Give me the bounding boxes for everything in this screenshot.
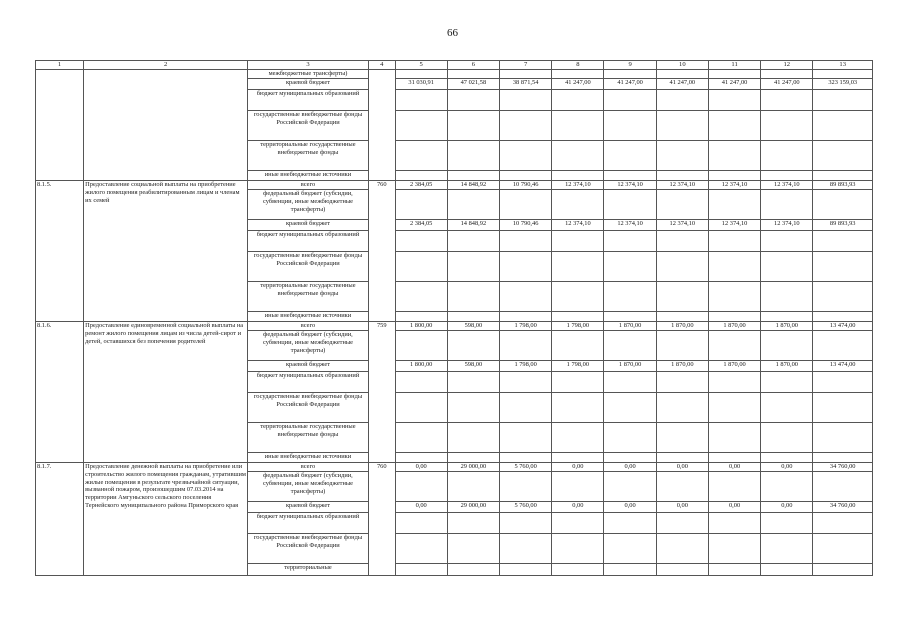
amount-cell [656, 423, 708, 453]
amount-cell: 5 760,00 [500, 463, 552, 472]
amount-cell [604, 423, 656, 453]
funding-source-cell: всего [248, 181, 369, 190]
amount-cell [447, 513, 499, 534]
amount-cell [447, 312, 499, 322]
amount-cell [447, 564, 499, 576]
amount-cell: 598,00 [447, 322, 499, 331]
amount-cell [604, 282, 656, 312]
amount-cell [708, 90, 760, 111]
amount-cell: 29 000,00 [447, 463, 499, 472]
amount-cell [500, 70, 552, 79]
amount-cell [395, 513, 447, 534]
amount-cell [500, 513, 552, 534]
amount-cell: 1 870,00 [604, 361, 656, 372]
amount-cell [813, 423, 873, 453]
amount-cell: 12 374,10 [761, 181, 813, 190]
amount-cell [395, 423, 447, 453]
amount-cell [761, 282, 813, 312]
amount-cell [656, 312, 708, 322]
funding-source-cell: краевой бюджет [248, 79, 369, 90]
item-row [36, 181, 873, 190]
amount-cell [552, 171, 604, 181]
amount-cell: 10 790,46 [500, 181, 552, 190]
amount-cell [656, 111, 708, 141]
amount-cell [552, 70, 604, 79]
column-header: 12 [761, 61, 813, 70]
amount-cell: 12 374,10 [604, 181, 656, 190]
amount-cell [761, 453, 813, 463]
amount-cell [552, 331, 604, 361]
item-code-cell: 8.1.6. [36, 322, 84, 463]
amount-cell: 41 247,00 [552, 79, 604, 90]
amount-cell: 12 374,10 [708, 220, 760, 231]
amount-cell: 12 374,10 [761, 220, 813, 231]
amount-cell [552, 564, 604, 576]
amount-cell [761, 331, 813, 361]
item-name-cell [84, 70, 248, 181]
amount-cell [656, 90, 708, 111]
amount-cell [761, 372, 813, 393]
amount-cell [604, 141, 656, 171]
amount-cell: 41 247,00 [604, 79, 656, 90]
amount-cell: 598,00 [447, 361, 499, 372]
funding-source-cell: бюджет муниципальных образований [248, 90, 369, 111]
amount-cell [761, 70, 813, 79]
column-header: 10 [656, 61, 708, 70]
funding-source-cell: государственные внебюджетные фонды Российской Федерации [248, 252, 369, 282]
amount-cell [500, 331, 552, 361]
amount-cell: 1 870,00 [761, 361, 813, 372]
funding-source-cell: территориальные государственные внебюджетные фонды [248, 282, 369, 312]
amount-cell [604, 90, 656, 111]
amount-cell [761, 190, 813, 220]
amount-cell [813, 282, 873, 312]
column-header: 7 [500, 61, 552, 70]
amount-cell [500, 282, 552, 312]
amount-cell [813, 70, 873, 79]
amount-cell [708, 231, 760, 252]
amount-cell: 1 870,00 [708, 361, 760, 372]
amount-cell: 31 030,91 [395, 79, 447, 90]
amount-cell [500, 453, 552, 463]
amount-cell [395, 472, 447, 502]
funding-source-cell: всего [248, 322, 369, 331]
amount-cell [813, 564, 873, 576]
amount-cell [500, 534, 552, 564]
column-header: 2 [84, 61, 248, 70]
amount-cell: 1 798,00 [552, 322, 604, 331]
amount-cell [656, 393, 708, 423]
grbs-code-cell [368, 70, 395, 181]
column-header: 8 [552, 61, 604, 70]
amount-cell [813, 513, 873, 534]
budget-table [35, 60, 873, 576]
amount-cell [395, 282, 447, 312]
amount-cell [708, 252, 760, 282]
amount-cell [395, 564, 447, 576]
amount-cell [447, 70, 499, 79]
amount-cell [656, 472, 708, 502]
amount-cell [395, 190, 447, 220]
amount-cell [813, 472, 873, 502]
item-code-cell [36, 70, 84, 181]
amount-cell [395, 231, 447, 252]
funding-source-cell: краевой бюджет [248, 361, 369, 372]
amount-cell: 0,00 [552, 463, 604, 472]
amount-cell [604, 472, 656, 502]
funding-source-cell: государственные внебюджетные фонды Российской Федерации [248, 111, 369, 141]
amount-cell [813, 231, 873, 252]
amount-cell [552, 312, 604, 322]
amount-cell: 12 374,10 [604, 220, 656, 231]
item-name-cell: Предоставление денежной выплаты на приобретение или строительство жилого помещения гражданам, утратившим жилые помещения в результате чрезвычайной ситуации, вызванной пожаром, произошедшим 07.03.2014 на территории Амгуньского сельского поселения Тернейского муниципального района Приморского края [84, 463, 248, 576]
amount-cell: 0,00 [395, 502, 447, 513]
amount-cell: 10 790,46 [500, 220, 552, 231]
column-number-row [36, 61, 873, 70]
amount-cell [604, 252, 656, 282]
item-row [36, 322, 873, 331]
amount-cell [604, 171, 656, 181]
amount-cell [761, 393, 813, 423]
amount-cell [761, 141, 813, 171]
amount-cell [447, 90, 499, 111]
amount-cell [604, 312, 656, 322]
amount-cell [500, 564, 552, 576]
table-row [36, 70, 873, 79]
amount-cell [708, 513, 760, 534]
amount-cell: 47 021,58 [447, 79, 499, 90]
amount-cell [656, 282, 708, 312]
amount-cell: 12 374,10 [708, 181, 760, 190]
amount-cell [447, 534, 499, 564]
amount-cell [395, 312, 447, 322]
column-header: 4 [368, 61, 395, 70]
amount-cell [552, 190, 604, 220]
amount-cell [604, 393, 656, 423]
amount-cell [656, 534, 708, 564]
amount-cell [552, 252, 604, 282]
amount-cell [447, 252, 499, 282]
amount-cell [447, 453, 499, 463]
item-row [36, 463, 873, 472]
amount-cell [656, 141, 708, 171]
amount-cell [500, 252, 552, 282]
funding-source-cell: межбюджетные трансферты) [248, 70, 369, 79]
amount-cell [552, 393, 604, 423]
amount-cell [813, 534, 873, 564]
amount-cell: 0,00 [604, 502, 656, 513]
amount-cell [500, 190, 552, 220]
funding-source-cell: краевой бюджет [248, 502, 369, 513]
amount-cell [395, 70, 447, 79]
column-header: 11 [708, 61, 760, 70]
amount-cell [656, 564, 708, 576]
amount-cell: 1 798,00 [552, 361, 604, 372]
amount-cell [813, 331, 873, 361]
amount-cell [447, 190, 499, 220]
amount-cell [656, 70, 708, 79]
amount-cell [500, 231, 552, 252]
amount-cell: 1 798,00 [500, 361, 552, 372]
amount-cell [761, 252, 813, 282]
amount-cell [813, 90, 873, 111]
amount-cell: 12 374,10 [656, 220, 708, 231]
amount-cell [395, 141, 447, 171]
amount-cell [395, 331, 447, 361]
amount-cell [813, 141, 873, 171]
amount-cell [447, 331, 499, 361]
amount-cell [708, 423, 760, 453]
amount-cell [761, 472, 813, 502]
amount-cell [761, 423, 813, 453]
amount-cell: 0,00 [552, 502, 604, 513]
amount-cell [656, 190, 708, 220]
amount-cell [552, 90, 604, 111]
amount-cell: 12 374,10 [552, 220, 604, 231]
amount-cell [395, 111, 447, 141]
amount-cell: 0,00 [604, 463, 656, 472]
amount-cell [813, 393, 873, 423]
amount-cell [500, 171, 552, 181]
total-amount-cell: 323 159,03 [813, 79, 873, 90]
amount-cell [708, 141, 760, 171]
funding-source-cell: бюджет муниципальных образований [248, 231, 369, 252]
amount-cell [656, 331, 708, 361]
amount-cell [447, 393, 499, 423]
amount-cell: 0,00 [656, 502, 708, 513]
amount-cell [604, 513, 656, 534]
amount-cell [552, 231, 604, 252]
funding-source-cell: территориальные [248, 564, 369, 576]
amount-cell: 0,00 [708, 463, 760, 472]
grbs-code-cell: 760 [368, 181, 395, 322]
amount-cell [500, 393, 552, 423]
amount-cell [604, 111, 656, 141]
funding-source-cell: федеральный бюджет (субсидии, субвенции, иные межбюджетные трансферты) [248, 190, 369, 220]
amount-cell [813, 312, 873, 322]
amount-cell [708, 282, 760, 312]
column-header: 1 [36, 61, 84, 70]
amount-cell [395, 252, 447, 282]
amount-cell [761, 534, 813, 564]
amount-cell: 1 800,00 [395, 361, 447, 372]
amount-cell [604, 331, 656, 361]
amount-cell [604, 453, 656, 463]
amount-cell [447, 171, 499, 181]
funding-source-cell: государственные внебюджетные фонды Российской Федерации [248, 393, 369, 423]
amount-cell [761, 564, 813, 576]
amount-cell: 0,00 [708, 502, 760, 513]
amount-cell [447, 282, 499, 312]
column-header: 13 [813, 61, 873, 70]
amount-cell [708, 111, 760, 141]
total-amount-cell: 89 893,93 [813, 220, 873, 231]
column-header: 9 [604, 61, 656, 70]
amount-cell: 14 848,92 [447, 220, 499, 231]
amount-cell: 1 870,00 [656, 361, 708, 372]
amount-cell [395, 393, 447, 423]
amount-cell: 1 800,00 [395, 322, 447, 331]
amount-cell [500, 141, 552, 171]
amount-cell [656, 231, 708, 252]
item-code-cell: 8.1.5. [36, 181, 84, 322]
amount-cell [813, 453, 873, 463]
column-header: 3 [248, 61, 369, 70]
amount-cell [552, 513, 604, 534]
amount-cell [500, 372, 552, 393]
amount-cell [395, 90, 447, 111]
amount-cell: 1 798,00 [500, 322, 552, 331]
amount-cell [552, 453, 604, 463]
total-amount-cell: 13 474,00 [813, 361, 873, 372]
amount-cell: 0,00 [395, 463, 447, 472]
amount-cell [604, 534, 656, 564]
funding-source-cell: территориальные государственные внебюджетные фонды [248, 423, 369, 453]
amount-cell: 0,00 [761, 502, 813, 513]
funding-source-cell: иные внебюджетные источники [248, 312, 369, 322]
amount-cell [604, 190, 656, 220]
amount-cell [708, 70, 760, 79]
amount-cell [447, 423, 499, 453]
amount-cell [552, 472, 604, 502]
funding-source-cell: бюджет муниципальных образований [248, 513, 369, 534]
amount-cell [708, 564, 760, 576]
amount-cell [604, 564, 656, 576]
amount-cell: 0,00 [656, 463, 708, 472]
amount-cell [552, 534, 604, 564]
amount-cell [761, 231, 813, 252]
amount-cell [500, 312, 552, 322]
funding-source-cell: иные внебюджетные источники [248, 453, 369, 463]
amount-cell [761, 513, 813, 534]
amount-cell: 38 871,54 [500, 79, 552, 90]
amount-cell: 41 247,00 [656, 79, 708, 90]
funding-source-cell: иные внебюджетные источники [248, 171, 369, 181]
amount-cell [447, 472, 499, 502]
amount-cell: 1 870,00 [708, 322, 760, 331]
item-name-cell: Предоставление социальной выплаты на приобретение жилого помещения реабилитированным лицам и членам их семей [84, 181, 248, 322]
grbs-code-cell: 759 [368, 322, 395, 463]
amount-cell [395, 171, 447, 181]
amount-cell: 0,00 [761, 463, 813, 472]
amount-cell [708, 372, 760, 393]
total-amount-cell: 34 760,00 [813, 463, 873, 472]
amount-cell: 14 848,92 [447, 181, 499, 190]
amount-cell [708, 331, 760, 361]
column-header: 5 [395, 61, 447, 70]
amount-cell [500, 90, 552, 111]
amount-cell [656, 372, 708, 393]
item-name-cell: Предоставление единовременной социальной выплаты на ремонт жилого помещения лицам из числа детей-сирот и детей, оставшихся без попечения родителей [84, 322, 248, 463]
column-header: 6 [447, 61, 499, 70]
total-amount-cell: 13 474,00 [813, 322, 873, 331]
amount-cell [708, 171, 760, 181]
amount-cell [447, 111, 499, 141]
amount-cell [708, 453, 760, 463]
amount-cell [761, 171, 813, 181]
amount-cell: 2 384,05 [395, 220, 447, 231]
amount-cell [656, 171, 708, 181]
amount-cell [500, 111, 552, 141]
amount-cell [761, 90, 813, 111]
total-amount-cell: 89 893,93 [813, 181, 873, 190]
item-code-cell: 8.1.7. [36, 463, 84, 576]
amount-cell [813, 190, 873, 220]
amount-cell [656, 453, 708, 463]
grbs-code-cell: 760 [368, 463, 395, 576]
amount-cell [813, 171, 873, 181]
funding-source-cell: всего [248, 463, 369, 472]
amount-cell [813, 252, 873, 282]
total-amount-cell: 34 760,00 [813, 502, 873, 513]
amount-cell [500, 472, 552, 502]
amount-cell [656, 252, 708, 282]
amount-cell [552, 372, 604, 393]
amount-cell [500, 423, 552, 453]
amount-cell [395, 372, 447, 393]
amount-cell [604, 231, 656, 252]
amount-cell [708, 393, 760, 423]
amount-cell [395, 453, 447, 463]
amount-cell: 12 374,10 [552, 181, 604, 190]
amount-cell: 29 000,00 [447, 502, 499, 513]
funding-source-cell: государственные внебюджетные фонды Российской Федерации [248, 534, 369, 564]
amount-cell [604, 372, 656, 393]
amount-cell [552, 282, 604, 312]
amount-cell [395, 534, 447, 564]
amount-cell: 41 247,00 [708, 79, 760, 90]
amount-cell [813, 111, 873, 141]
funding-source-cell: федеральный бюджет (субсидии, субвенции, иные межбюджетные трансферты) [248, 331, 369, 361]
amount-cell [552, 423, 604, 453]
amount-cell: 2 384,05 [395, 181, 447, 190]
budget-table-sheet [35, 60, 873, 576]
amount-cell [447, 231, 499, 252]
amount-cell: 12 374,10 [656, 181, 708, 190]
amount-cell [708, 190, 760, 220]
amount-cell [447, 372, 499, 393]
funding-source-cell: территориальные государственные внебюджетные фонды [248, 141, 369, 171]
amount-cell: 41 247,00 [761, 79, 813, 90]
funding-source-cell: краевой бюджет [248, 220, 369, 231]
amount-cell [761, 312, 813, 322]
funding-source-cell: федеральный бюджет (субсидии, субвенции, иные межбюджетные трансферты) [248, 472, 369, 502]
amount-cell [813, 372, 873, 393]
amount-cell: 5 760,00 [500, 502, 552, 513]
amount-cell [656, 513, 708, 534]
amount-cell [552, 141, 604, 171]
amount-cell [708, 534, 760, 564]
amount-cell: 1 870,00 [761, 322, 813, 331]
amount-cell [447, 141, 499, 171]
amount-cell: 1 870,00 [604, 322, 656, 331]
amount-cell: 1 870,00 [656, 322, 708, 331]
amount-cell [708, 312, 760, 322]
amount-cell [708, 472, 760, 502]
amount-cell [761, 111, 813, 141]
funding-source-cell: бюджет муниципальных образований [248, 372, 369, 393]
amount-cell [604, 70, 656, 79]
amount-cell [552, 111, 604, 141]
page-number: 66 [447, 27, 458, 39]
